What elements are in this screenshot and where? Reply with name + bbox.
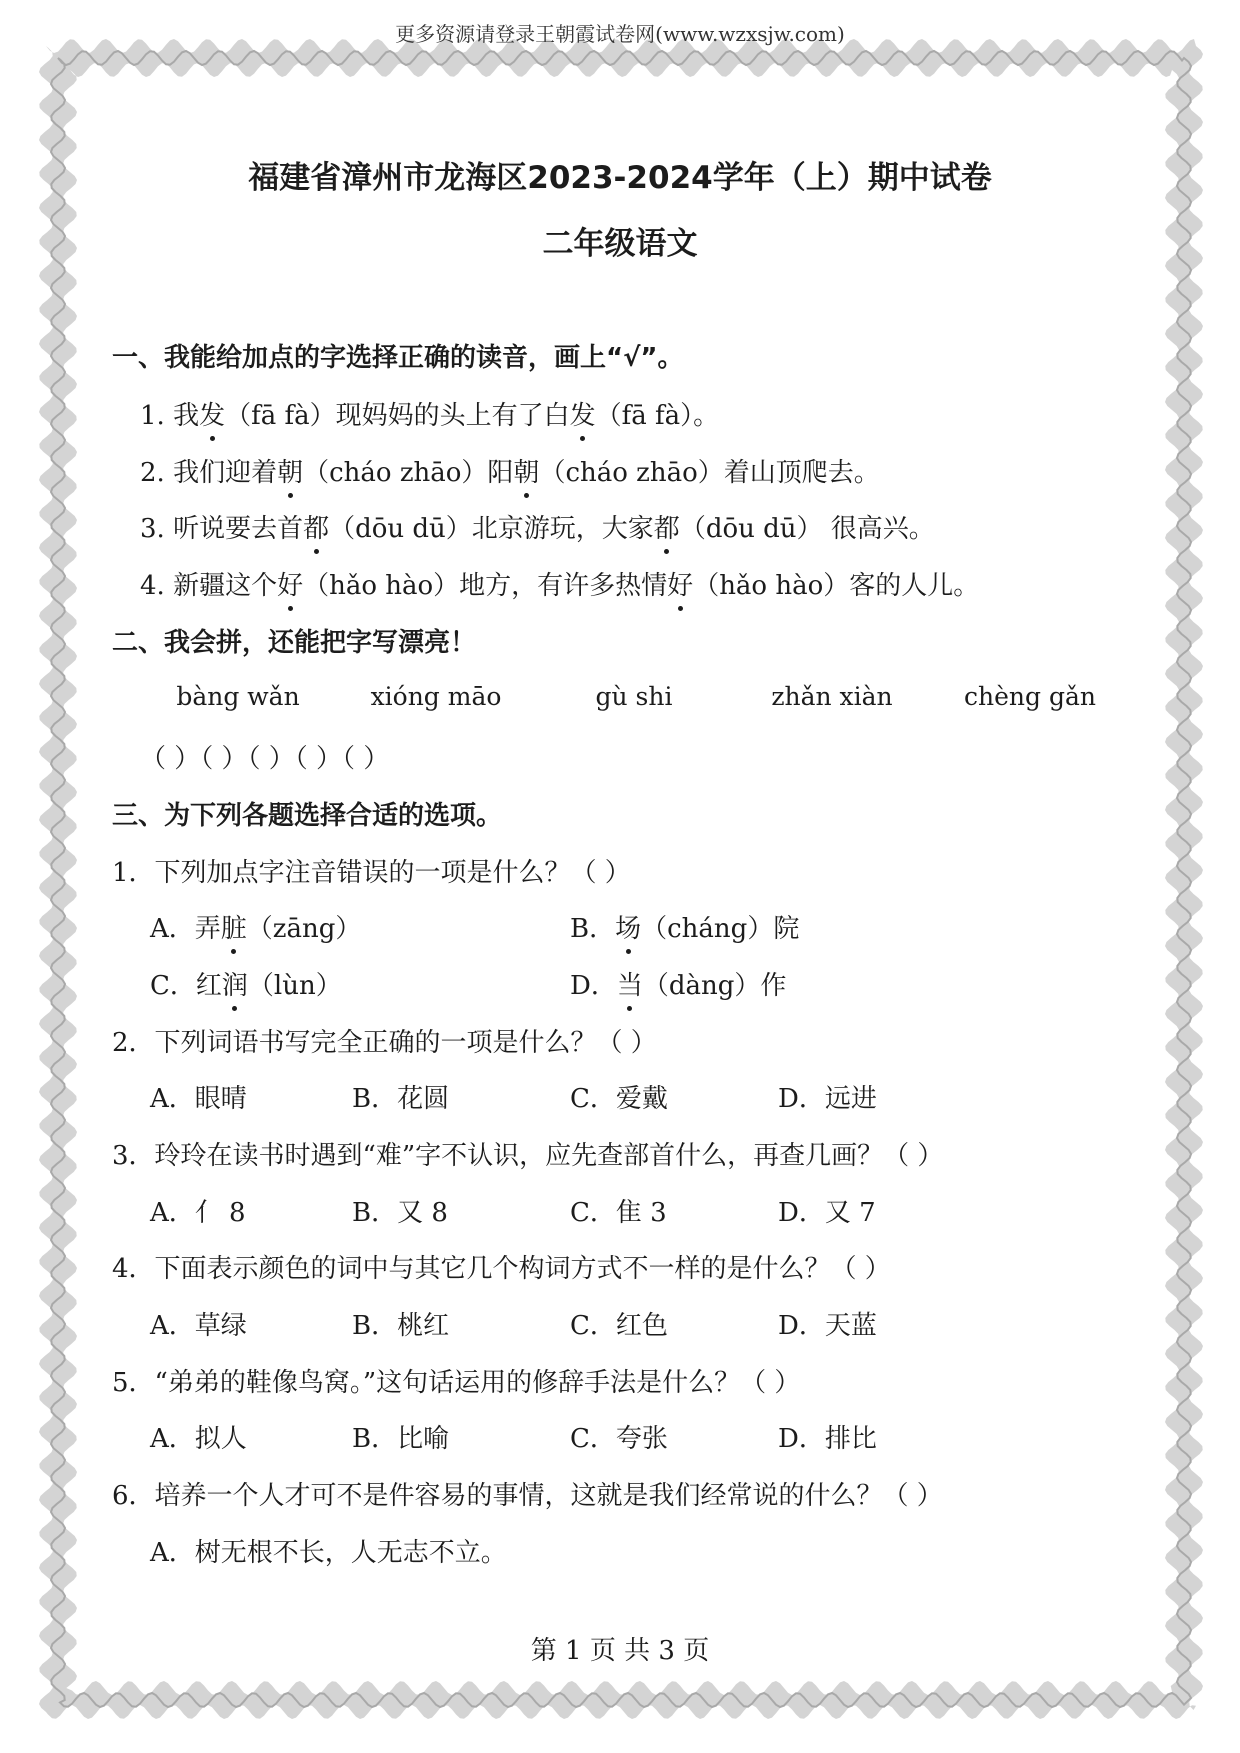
question-2-option-a: A．眼晴 <box>150 1084 247 1114</box>
question-1-option-b: B．场（cháng）院 <box>570 908 799 945</box>
question-5-option-a: A．拟人 <box>150 1424 247 1454</box>
question-6-stem: 6．培养一个人才可不是件容易的事情，这就是我们经常说的什么？（ ） <box>112 1481 943 1511</box>
question-3-stem: 3．玲玲在读书时遇到“难”字不认识，应先查部首什么，再查几画？（ ） <box>112 1141 944 1171</box>
exam-subtitle: 二年级语文 <box>542 226 698 262</box>
pinyin-prompt-4: zhǎn xiàn <box>771 682 893 711</box>
dotted-char: 好 <box>277 565 303 602</box>
section-1-item-1: 1. 我发（fā fà）现妈妈的头上有了白发（fā fà）。 <box>140 395 719 432</box>
question-2-option-d: D．远进 <box>778 1084 877 1114</box>
section-3-heading: 三、为下列各题选择合适的选项。 <box>112 801 503 831</box>
dotted-char: 都 <box>303 508 329 545</box>
question-4-stem: 4．下面表示颜色的词中与其它几个构词方式不一样的是什么？（ ） <box>112 1254 891 1284</box>
pinyin-prompt-2: xióng māo <box>370 682 502 711</box>
question-4-option-d: D．天蓝 <box>778 1311 877 1341</box>
dotted-char: 朝 <box>513 452 539 489</box>
dotted-char: 当 <box>617 965 643 1002</box>
page-footer: 第 1 页 共 3 页 <box>530 1636 710 1666</box>
question-1-option-d: D．当（dàng）作 <box>570 965 786 1002</box>
question-5-option-b: B．比喻 <box>352 1424 450 1454</box>
section-1-item-3: 3. 听说要去首都（dōu dū）北京游玩，大家都（dōu dū） 很高兴。 <box>140 508 935 545</box>
question-5-option-d: D．排比 <box>778 1424 877 1454</box>
exam-title: 福建省漳州市龙海区2023-2024学年（上）期中试卷 <box>248 160 992 196</box>
dotted-char: 都 <box>654 508 680 545</box>
question-2-stem: 2．下列词语书写完全正确的一项是什么？（ ） <box>112 1028 657 1058</box>
dotted-char: 发 <box>199 395 225 432</box>
section-1-item-4: 4. 新疆这个好（hǎo hào）地方，有许多热情好（hǎo hào）客的人儿。 <box>140 565 979 602</box>
dotted-char: 润 <box>222 965 248 1002</box>
answer-blanks: （ ）（ ）（ ）（ ）（ ） <box>140 744 390 774</box>
question-5-stem: 5．“弟弟的鞋像鸟窝。”这句话运用的修辞手法是什么？（ ） <box>112 1368 801 1398</box>
question-1-option-a: A．弄脏（zāng） <box>150 908 361 945</box>
question-1-stem: 1．下列加点字注音错误的一项是什么？（ ） <box>112 858 631 888</box>
pinyin-prompt-5: chèng gǎn <box>964 682 1096 711</box>
dotted-char: 朝 <box>277 452 303 489</box>
dotted-char: 场 <box>615 908 641 945</box>
question-3-option-c: C．隹 3 <box>570 1198 667 1228</box>
question-4-option-b: B．桃红 <box>352 1311 450 1341</box>
question-3-option-b: B．又 8 <box>352 1198 448 1228</box>
dotted-char: 好 <box>667 565 693 602</box>
pinyin-prompt-1: bàng wǎn <box>176 682 300 711</box>
dotted-char: 脏 <box>221 908 247 945</box>
pinyin-prompt-3: gù shi <box>595 682 673 711</box>
website-banner: 更多资源请登录王朝霞试卷网(www.wzxsjw.com) <box>395 22 845 46</box>
question-3-option-a: A．亻 8 <box>150 1198 246 1228</box>
question-4-option-c: C．红色 <box>570 1311 668 1341</box>
section-1-heading: 一、我能给加点的字选择正确的读音，画上“√”。 <box>112 343 684 373</box>
dotted-char: 发 <box>570 395 596 432</box>
question-5-option-c: C．夸张 <box>570 1424 668 1454</box>
question-4-option-a: A．草绿 <box>150 1311 247 1341</box>
question-3-option-d: D．又 7 <box>778 1198 876 1228</box>
question-2-option-b: B．花圆 <box>352 1084 450 1114</box>
section-2-heading: 二、我会拼，还能把字写漂亮！ <box>112 628 477 658</box>
question-1-option-c: C．红润（lùn） <box>150 965 342 1002</box>
question-6-option-a: A．树无根不长，人无志不立。 <box>150 1538 507 1568</box>
section-1-item-2: 2. 我们迎着朝（cháo zhāo）阳朝（cháo zhāo）着山顶爬去。 <box>140 452 880 489</box>
question-2-option-c: C．爱戴 <box>570 1084 668 1114</box>
